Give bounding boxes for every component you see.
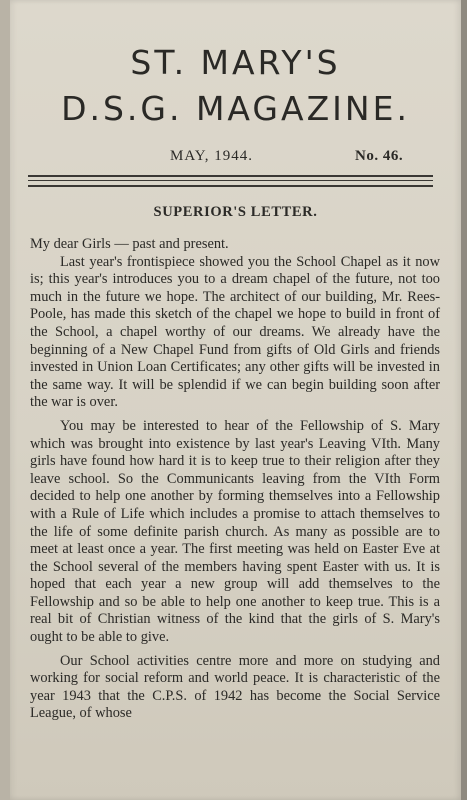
letter-body [30, 236, 440, 729]
letter-salutation: My dear Girls — past and present. [30, 236, 229, 252]
issue-date: MAY, 1944. [170, 148, 253, 164]
letter-paragraph-1: Last year's frontispiece showed you the School Chapel as it now is; this year's introduces you to a dream chapel of the future, not too much in the future we hope. The architect of our building, Mr. Rees-Poole, has made this sketch of the chapel we hope to build in front of the School, a chapel worthy of our dreams. We already have the beginning of a New Chapel Fund from gifts of Old Girls and friends invested in Union Loan Certificates; any other gifts will be invested in the same way. It will be splendid if we can begin building soon after the war is over. [30, 253, 440, 411]
letter-paragraph-3: Our School activities centre more and more on studying and working for social reform and world peace. It is characteristic of the year 1943 that the C.P.S. of 1942 has become the Social Service League, of whose [30, 652, 440, 722]
magazine-title-line-1: ST. MARY'S [130, 43, 341, 82]
issue-number: No. 46. [355, 148, 404, 164]
magazine-title-line-2: D.S.G. MAGAZINE. [61, 89, 410, 128]
magazine-title [10, 40, 461, 132]
magazine-page [10, 0, 461, 800]
divider-rule-bottom [28, 185, 433, 187]
letter-paragraph-2: You may be interested to hear of the Fellowship of S. Mary which was brought into existence by last year's Leaving VIth. Many girls have found how hard it is to keep true to their religion after they leave school. So the Communicants leaving from the VIth Form decided to help one another by forming themselves into a Fellowship with a Rule of Life which includes a promise to attach themselves to the life of some definite parish church. As many as possible are to meet at least once a year. The first meeting was held on Easter Eve at the School several of the members having spent Easter with us. It is hoped that each year a new group will add themselves to the Fellowship and so be able to help one another to keep true. This is a real bit of Christian witness of the kind that the girls of S. Mary's ought to be able to give. [30, 417, 440, 646]
page-edge-shadow [461, 0, 467, 800]
divider-rule-middle [28, 180, 433, 181]
issue-line [10, 148, 461, 168]
divider-rule-top [28, 175, 433, 177]
letter-heading: SUPERIOR'S LETTER. [153, 204, 318, 220]
